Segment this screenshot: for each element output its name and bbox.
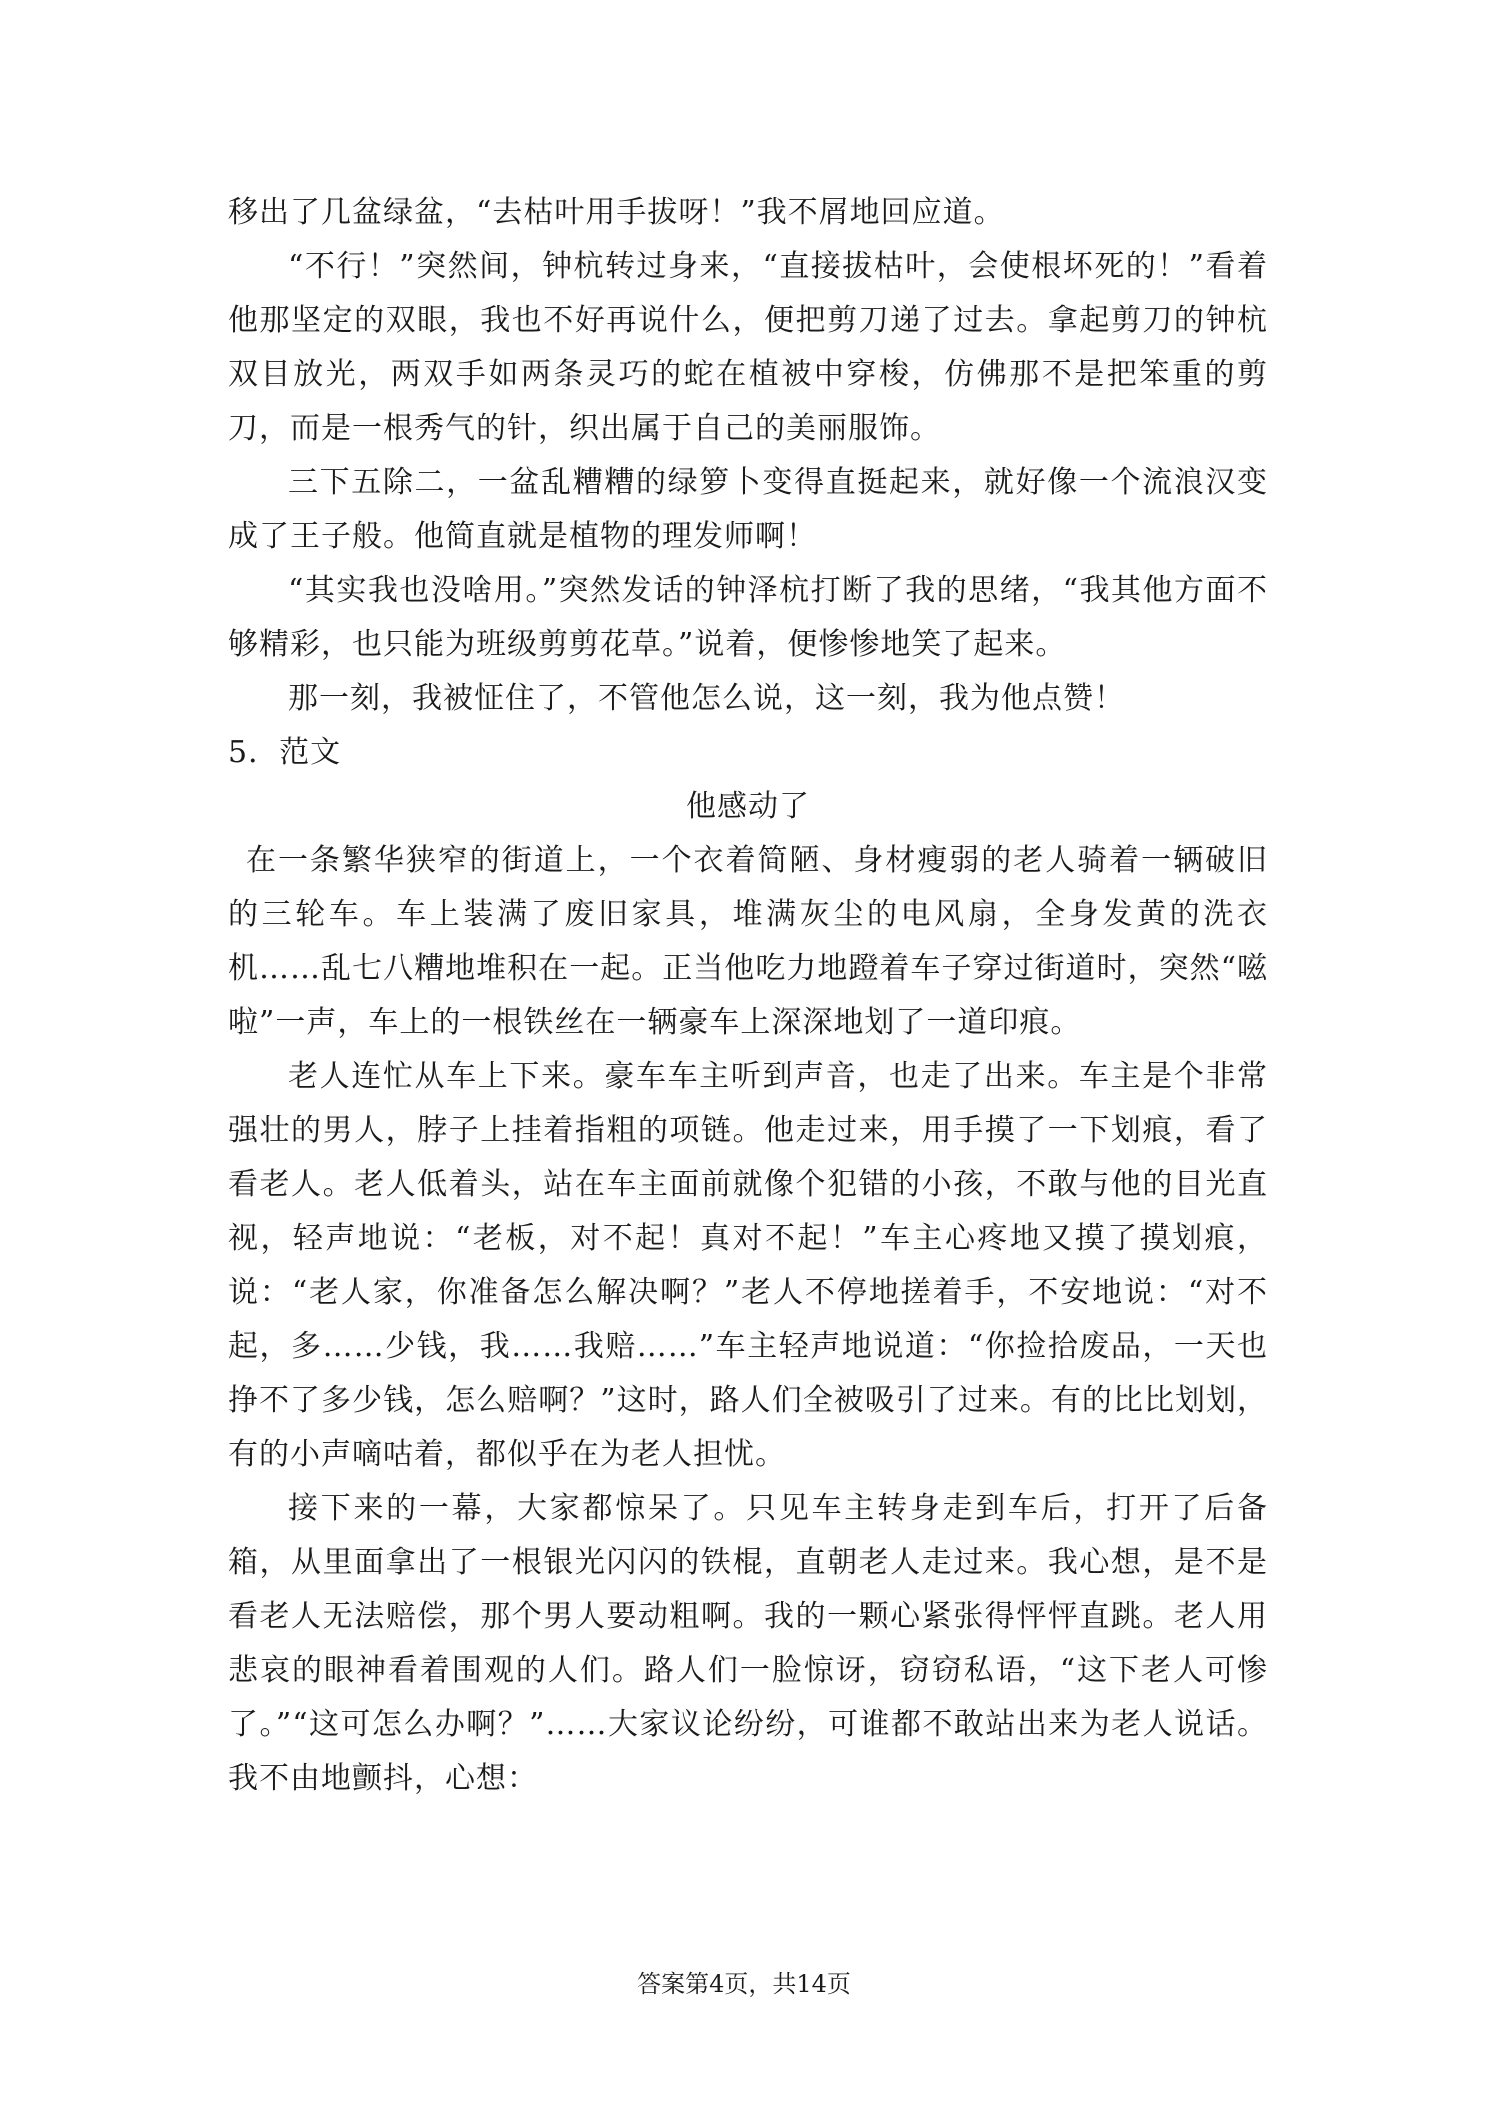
paragraph: 三下五除二，一盆乱糟糟的绿箩卜变得直挺起来，就好像一个流浪汉变成了王子般。他简直就是植物的理发师啊！ (228, 465, 1268, 554)
essay-paragraph: 接下来的一幕，大家都惊呆了。只见车主转身走到车后，打开了后备箱，从里面拿出了一根银光闪闪的铁棍，直朝老人走过来。我心想，是不是看老人无法赔偿，那个男人要动粗啊。我的一颗心紧张得怦怦直跳。老人用悲哀的眼神看着围观的人们。路人们一脸惊讶，窃窃私语，“这下老人可惨了。”“这可怎么办啊？”……大家议论纷纷，可谁都不敢站出来为老人说话。我不由地颤抖，心想： (228, 1491, 1268, 1796)
paragraph: “其实我也没啥用。”突然发话的钟泽杭打断了我的思绪，“我其他方面不够精彩，也只能为班级剪剪花草。”说着，便惨惨地笑了起来。 (228, 573, 1268, 662)
essay-title: 他感动了 (686, 789, 810, 824)
paragraph: 移出了几盆绿盆，“去枯叶用手拔呀！”我不屑地回应道。 (228, 195, 1005, 230)
paragraph: 那一刻，我被怔住了，不管他怎么说，这一刻，我为他点赞！ (288, 681, 1125, 716)
section-label: 5．范文 (228, 735, 342, 770)
page-footer: 答案第4页，共14页 (637, 1970, 851, 1998)
essay-paragraph: 在一条繁华狭窄的街道上，一个衣着简陋、身材瘦弱的老人骑着一辆破旧的三轮车。车上装满了废旧家具，堆满灰尘的电风扇，全身发黄的洗衣机……乱七八糟地堆积在一起。正当他吃力地蹬着车子穿过街道时，突然“嗞啦”一声，车上的一根铁丝在一辆豪车上深深地划了一道印痕。 (228, 843, 1268, 1040)
page-content (228, 186, 1268, 1806)
paragraph: “不行！”突然间，钟杭转过身来，“直接拔枯叶，会使根坏死的！”看着他那坚定的双眼，我也不好再说什么，便把剪刀递了过去。拿起剪刀的钟杭双目放光，两双手如两条灵巧的蛇在植被中穿梭，仿佛那不是把笨重的剪刀，而是一根秀气的针，织出属于自己的美丽服饰。 (228, 249, 1268, 446)
essay-paragraph: 老人连忙从车上下来。豪车车主听到声音，也走了出来。车主是个非常强壮的男人，脖子上挂着指粗的项链。他走过来，用手摸了一下划痕，看了看老人。老人低着头，站在车主面前就像个犯错的小孩，不敢与他的目光直视，轻声地说：“老板，对不起！真对不起！”车主心疼地又摸了摸划痕，说：“老人家，你准备怎么解决啊？”老人不停地搓着手，不安地说：“对不起，多……少钱，我……我赔……”车主轻声地说道：“你捡拾废品，一天也挣不了多少钱，怎么赔啊？”这时，路人们全被吸引了过来。有的比比划划，有的小声嘀咕着，都似乎在为老人担忧。 (228, 1059, 1268, 1472)
